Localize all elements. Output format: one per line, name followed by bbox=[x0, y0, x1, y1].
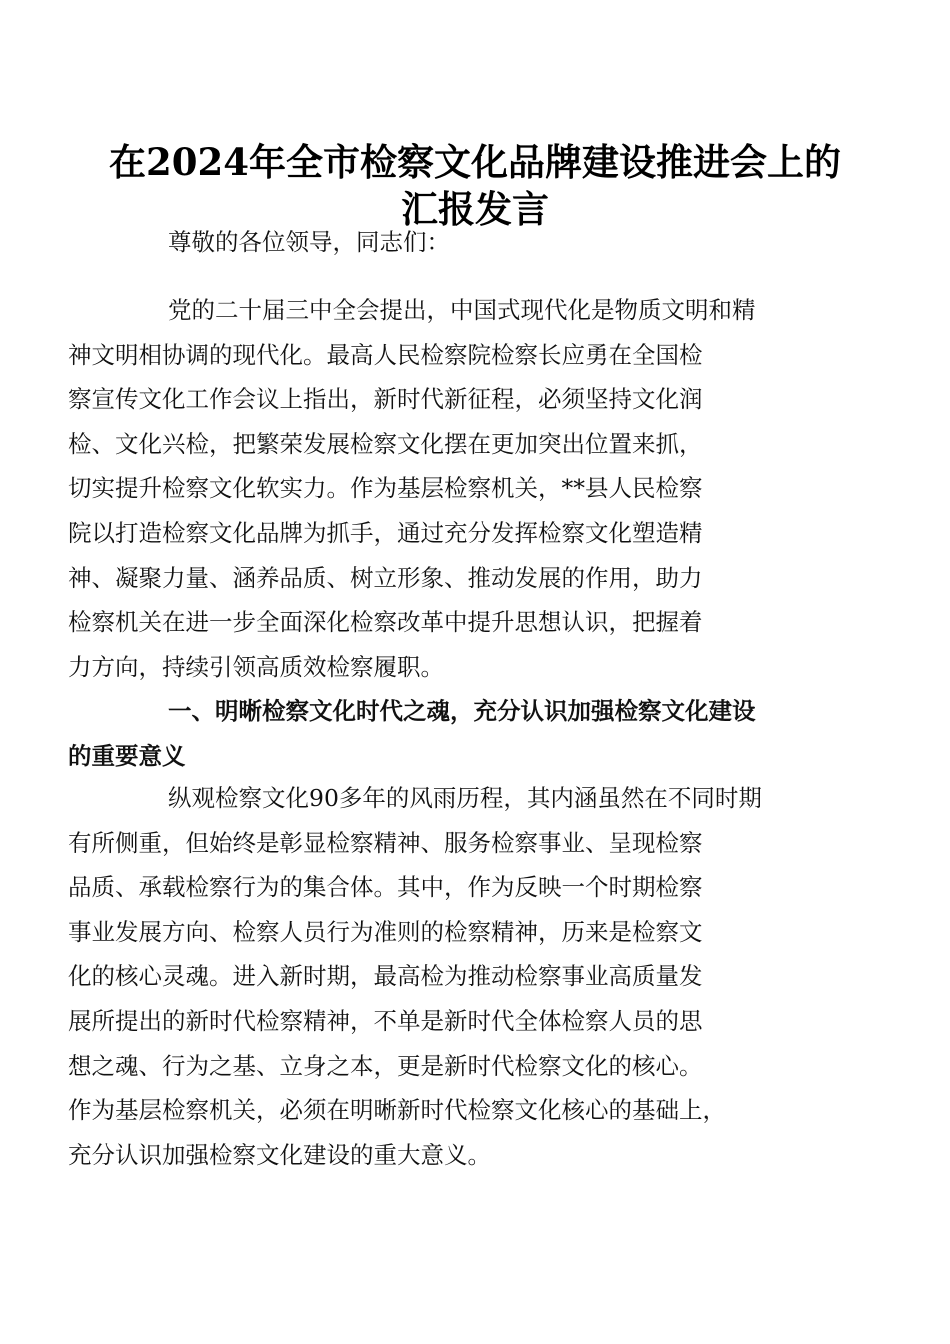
greeting: 尊敬的各位领导，同志们： bbox=[168, 228, 450, 256]
paragraph-line: 事业发展方向、检察人员行为准则的检察精神，历来是检察文 bbox=[68, 917, 703, 946]
section-heading-1 bbox=[68, 689, 830, 778]
paragraph-line: 作为基层检察机关，必须在明晰新时代检察文化核心的基础上， bbox=[68, 1096, 726, 1125]
paragraph-line: 切实提升检察文化软实力。作为基层检察机关，**县人民检察 bbox=[68, 474, 703, 503]
paragraph-line: 纵观检察文化90多年的风雨历程，其内涵虽然在不同时期 bbox=[168, 784, 762, 812]
paragraph-line: 检察机关在进一步全面深化检察改革中提升思想认识，把握着 bbox=[68, 608, 703, 637]
paragraph-line: 充分认识加强检察文化建设的重大意义。 bbox=[68, 1140, 491, 1169]
paragraph-line: 院以打造检察文化品牌为抓手，通过充分发挥检察文化塑造精 bbox=[68, 518, 703, 547]
paragraph-line: 党的二十届三中全会提出，中国式现代化是物质文明和精 bbox=[168, 296, 756, 324]
paragraph-1 bbox=[68, 288, 830, 689]
paragraph-line: 神、凝聚力量、涵养品质、树立形象、推动发展的作用，助力 bbox=[68, 563, 703, 592]
paragraph-line: 品质、承载检察行为的集合体。其中，作为反映一个时期检察 bbox=[68, 873, 703, 902]
paragraph-line: 想之魂、行为之基、立身之本，更是新时代检察文化的核心。 bbox=[68, 1051, 703, 1080]
paragraph-line: 展所提出的新时代检察精神，不单是新时代全体检察人员的思 bbox=[68, 1006, 703, 1035]
paragraph-2 bbox=[68, 776, 830, 1177]
paragraph-line: 力方向，持续引领高质效检察履职。 bbox=[68, 652, 444, 681]
paragraph-line: 检、文化兴检，把繁荣发展检察文化摆在更加突出位置来抓， bbox=[68, 429, 703, 458]
paragraph-line: 化的核心灵魂。进入新时期，最高检为推动检察事业高质量发 bbox=[68, 962, 703, 991]
heading-line: 的重要意义 bbox=[68, 741, 186, 770]
paragraph-line: 有所侧重，但始终是彰显检察精神、服务检察事业、呈现检察 bbox=[68, 828, 703, 857]
document-title-line-2: 汇报发言 bbox=[401, 187, 549, 231]
heading-line: 一、明晰检察文化时代之魂，充分认识加强检察文化建设 bbox=[168, 697, 756, 725]
document-title-line-1: 在2024年全市检察文化品牌建设推进会上的 bbox=[109, 140, 841, 184]
paragraph-line: 神文明相协调的现代化。最高人民检察院检察长应勇在全国检 bbox=[68, 340, 703, 369]
paragraph-line: 察宣传文化工作会议上指出，新时代新征程，必须坚持文化润 bbox=[68, 385, 703, 414]
